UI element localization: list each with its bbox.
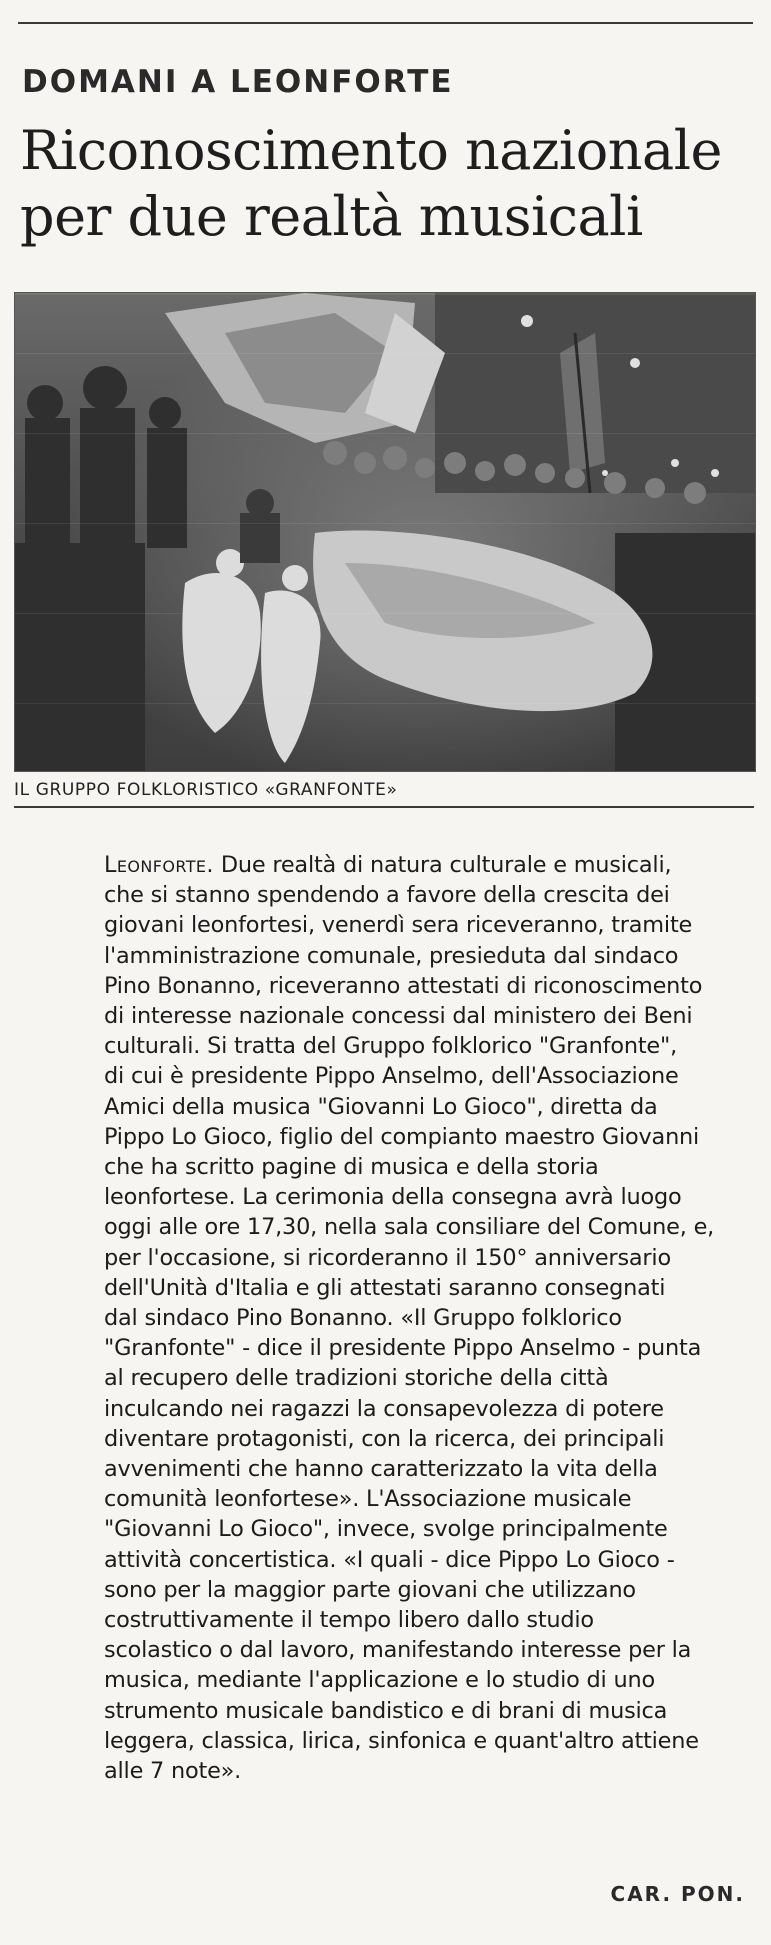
body-line: l'amministrazione comunale, presieduta dal sindaco bbox=[104, 942, 679, 969]
kicker: DOMANI A LEONFORTE bbox=[22, 64, 454, 100]
headline bbox=[20, 118, 760, 250]
body-line: per l'occasione, si ricorderanno il 150° anniversario bbox=[104, 1244, 671, 1271]
folk-group-photo-illustration bbox=[15, 293, 755, 771]
body-line: oggi alle ore 17,30, nella sala consiliare del Comune, e, bbox=[104, 1214, 715, 1241]
body-line: leonfortese. La cerimonia della consegna avrà luogo bbox=[104, 1184, 682, 1211]
body-line-text: Due realtà di natura culturale e musicali, bbox=[213, 852, 672, 878]
body-line: avvenimenti che hanno caratterizzato la vita della bbox=[104, 1456, 658, 1483]
body-line: "Granfonte" - dice il presidente Pippo Anselmo - punta bbox=[104, 1335, 702, 1362]
body-line: di interesse nazionale concessi dal ministero dei Beni bbox=[104, 1003, 693, 1030]
body-line: dal sindaco Pino Bonanno. «Il Gruppo folklorico bbox=[104, 1305, 622, 1332]
photo-caption: IL GRUPPO FOLKLORISTICO «GRANFONTE» bbox=[14, 780, 398, 800]
caption-rule bbox=[14, 806, 754, 808]
body-line: al recupero delle tradizioni storiche della città bbox=[104, 1365, 609, 1392]
body-line: musica, mediante l'applicazione e lo studio di uno bbox=[104, 1667, 655, 1694]
body-line: di cui è presidente Pippo Anselmo, dell'Associazione bbox=[104, 1063, 679, 1090]
body-line: Pippo Lo Gioco, figlio del compianto maestro Giovanni bbox=[104, 1123, 700, 1150]
body-line: comunità leonfortese». L'Associazione musicale bbox=[104, 1486, 632, 1513]
body-line: Amici della musica "Giovanni Lo Gioco", diretta da bbox=[104, 1093, 658, 1120]
body-line: che ha scritto pagine di musica e della storia bbox=[104, 1154, 599, 1181]
body-line: culturali. Si tratta del Gruppo folklorico "Granfonte", bbox=[104, 1033, 678, 1060]
dateline: Leonforte. bbox=[104, 852, 214, 878]
body-line: inculcando nei ragazzi la consapevolezza di potere bbox=[104, 1395, 664, 1422]
body-line: strumento musicale bandistico e di brani di musica bbox=[104, 1697, 668, 1724]
body-line: leggera, classica, lirica, sinfonica e quant'altro attiene bbox=[104, 1727, 699, 1754]
body-line: alle 7 note». bbox=[104, 1758, 242, 1785]
body-line: scolastico o dal lavoro, manifestando interesse per la bbox=[104, 1637, 692, 1664]
body-line: che si stanno spendendo a favore della crescita dei bbox=[104, 882, 670, 909]
headline-line-2: per due realtà musicali bbox=[20, 185, 643, 248]
body-line: Pino Bonanno, riceveranno attestati di riconoscimento bbox=[104, 972, 703, 999]
headline-line-1: Riconoscimento nazionale bbox=[20, 119, 722, 182]
body-line: "Giovanni Lo Gioco", invece, svolge principalmente bbox=[104, 1516, 668, 1543]
top-rule bbox=[18, 22, 753, 24]
body-line: giovani leonfortesi, venerdì sera riceveranno, tramite bbox=[104, 912, 693, 939]
article-photo bbox=[14, 292, 756, 772]
author-signature: CAR. PON. bbox=[610, 1882, 745, 1906]
body-line bbox=[104, 850, 756, 880]
body-line: diventare protagonisti, con la ricerca, dei principali bbox=[104, 1425, 665, 1452]
body-line: sono per la maggior parte giovani che utilizzano bbox=[104, 1576, 636, 1603]
article-body bbox=[104, 850, 756, 1786]
body-line: costruttivamente il tempo libero dallo studio bbox=[104, 1607, 594, 1634]
body-line: dell'Unità d'Italia e gli attestati saranno consegnati bbox=[104, 1274, 666, 1301]
body-line: attività concertistica. «I quali - dice Pippo Lo Gioco - bbox=[104, 1546, 675, 1573]
